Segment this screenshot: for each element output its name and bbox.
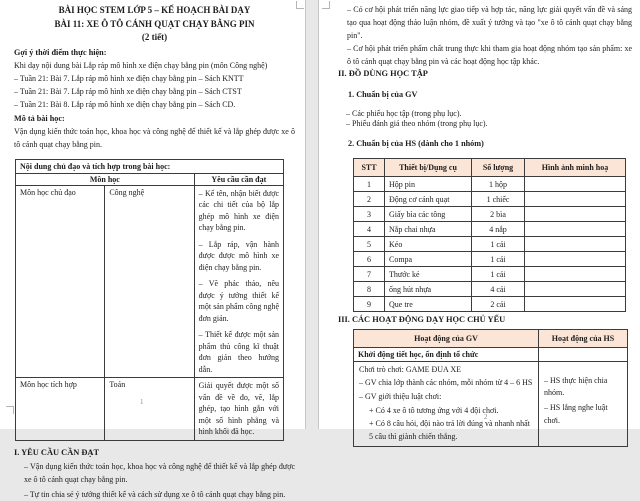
table-row [354,177,626,192]
gv-activity-line: + Có 4 xe ô tô tương ứng với 4 đội chơi. [369,405,499,415]
cell-device: Que tre [385,297,472,312]
cell-requirements [194,378,283,441]
cell-image [525,177,626,192]
doc-title-duration: (2 tiết) [141,32,168,42]
cell-quantity: 2 bìa [472,207,525,222]
cell-image [525,252,626,267]
col-header-stt: STT [354,159,385,177]
cell-quantity: 4 nắp [472,222,525,237]
cell-device: Thước kẻ [385,267,472,282]
gv-prep-item: – Phiếu đánh giá theo nhóm (trong phụ lục). [346,119,488,129]
cell-image [525,267,626,282]
hs-activity-line: – HS thực hiện chia nhóm. [544,375,608,398]
cell-device: Động cơ cánh quạt [385,192,472,207]
cell-quantity: 1 cái [472,237,525,252]
cell-quantity: 1 hộp [472,177,525,192]
body-paragraph: – Có cơ hội phát triển năng lực giao tiếp và hợp tác, năng lực giải quyết vấn đề và sáng tạo qua hoạt động thảo luận nhóm, đề xuất ý tưởng và tạo "xe ô tô cánh quạt chạy bằng pin". [347,5,632,40]
hs-activity-line: – HS lắng nghe luật chơi. [544,402,608,425]
cell-stt: 4 [354,222,385,237]
table-row [354,361,628,447]
table-row [16,378,284,441]
subjects-table [15,159,284,441]
table-row [354,267,626,282]
cell-stt: 7 [354,267,385,282]
table-row [354,297,626,312]
suggest-item: – Tuần 21: Bài 8. Lắp ráp mô hình xe điện chạy bằng pin – Sách CD. [14,99,236,109]
document-page-2 [318,0,640,441]
table-row [354,222,626,237]
table-row [16,185,284,378]
col-header-device: Thiết bị/Dụng cụ [385,159,472,177]
cell-device: Kéo [385,237,472,252]
page-number: 1 [140,398,144,406]
gv-activity-line: + Có 8 câu hỏi, đội nào trả lời đúng và nhanh nhất 5 câu thì giành chiến thắng. [369,419,530,441]
cell-image [525,207,626,222]
cell-gv-activities [354,361,539,447]
hs-prep-heading: 2. Chuẩn bị của HS (dành cho 1 nhóm) [348,139,484,149]
table-row [354,207,626,222]
table-row [354,347,628,361]
table-header-row [354,329,628,347]
gv-prep-item: – Các phiếu học tập (trong phụ lục). [346,108,462,118]
cell-stt: 8 [354,282,385,297]
doc-title-line1: BÀI HỌC STEM LỚP 5 – KẾ HOẠCH BÀI DẠY [58,5,251,15]
table-row [354,237,626,252]
table-row [354,282,626,297]
table-row [354,192,626,207]
requirement-item: – Lắp ráp, vận hành được được mô hình xe điện chạy bằng pin. [198,239,279,272]
describe-text: Vận dụng kiến thức toán học, khoa học và công nghệ để thiết kế và lắp ghép được xe ô tô cánh quạt chạy bằng pin. [14,126,295,149]
body-paragraph: – Cơ hội phát triển phẩm chất trung thực khi tham gia hoạt động nhóm tạo sản phẩm: xe ô tô cánh quạt chạy bằng pin và các hoạt động học tập khác. [347,44,632,66]
col-header-gv-activity: Hoạt động của GV [354,329,539,347]
cell-quantity: 1 chiếc [472,192,525,207]
cell-stt: 2 [354,192,385,207]
cell-role: Môn học tích hợp [16,378,105,441]
cell-empty [539,347,628,361]
requirement-item: Giải quyết được một số vấn đề về đo, vẽ, lắp ghép, tạo hình gắn với một số hình phẳng và hình khối đã học. [198,381,279,436]
cell-quantity: 4 cái [472,282,525,297]
section1-heading: I. YÊU CẦU CẦN ĐẠT [14,447,100,457]
suggest-intro: Khi dạy nội dung bài Lắp ráp mô hình xe điện chạy bằng pin (môn Công nghệ) [14,60,268,70]
gv-prep-heading: 1. Chuẩn bị của GV [348,89,418,99]
text-boundary-mark [322,1,330,9]
col-header-requirement: Yêu cầu cần đạt [194,173,283,185]
cell-device: Nắp chai nhựa [385,222,472,237]
equipment-table [353,158,626,312]
cell-image [525,237,626,252]
cell-subject: Công nghệ [105,185,194,378]
cell-image [525,192,626,207]
cell-activity-phase: Khởi động tiết học, ổn định tổ chức [354,347,539,361]
table-row [16,159,284,173]
cell-device: Hộp pin [385,177,472,192]
page-number: 2 [484,413,488,421]
section1-item: – Tự tin chia sẻ ý tưởng thiết kế và cách sử dụng xe ô tô cánh quạt chạy bằng pin. [24,490,286,499]
requirement-item: – Kể tên, nhận biết được các chi tiết của bộ lắp ghép mô hình xe điện chạy bằng pin. [198,188,279,232]
requirement-item: – Vẽ phác thảo, nêu được ý tưởng thiết kế một sản phẩm công nghệ đơn giản. [198,279,279,323]
cell-quantity: 1 cái [472,267,525,282]
cell-stt: 6 [354,252,385,267]
requirement-item: – Thiết kế được một sản phẩm thủ công kĩ thuật đơn giản theo hướng dẫn. [198,330,279,374]
cell-stt: 3 [354,207,385,222]
cell-stt: 5 [354,237,385,252]
section1-items [14,460,295,501]
describe-heading: Mô tả bài học: [14,113,65,123]
cell-image [525,282,626,297]
table-row [354,252,626,267]
col-header-image: Hình ảnh minh hoạ [525,159,626,177]
text-boundary-mark [296,1,304,9]
cell-image [525,297,626,312]
suggest-item: – Tuần 21: Bài 7. Lắp ráp mô hình xe điện chạy bằng pin – Sách CTST [14,86,242,96]
document-page-1 [0,0,306,499]
activities-table [353,329,628,448]
section3-heading: III. CÁC HOẠT ĐỘNG DẠY HỌC CHỦ YẾU [338,315,506,325]
text-boundary-mark [6,406,14,414]
doc-title-line2: BÀI 11: XE Ô TÔ CÁNH QUẠT CHẠY BẰNG PIN [54,18,255,29]
gv-activity-line: – GV chia lớp thành các nhóm, mỗi nhóm từ 4 – 6 HS [359,378,533,388]
suggest-item: – Tuần 21: Bài 7. Lắp ráp mô hình xe điện chạy bằng pin – Sách KNTT [14,73,244,83]
cell-requirements [194,185,283,378]
cell-device: Giấy bìa các tông [385,207,472,222]
section1-item: – Vận dụng kiến thức toán học, khoa học và công nghệ để thiết kế và lắp ghép được xe ô tô cánh quạt chạy bằng pin. [24,462,295,484]
col-header-subject: Môn học [16,173,195,185]
cell-quantity: 1 cái [472,252,525,267]
subjects-table-caption: Nội dung chủ đạo và tích hợp trong bài học: [16,159,284,173]
col-header-quantity: Số lượng [472,159,525,177]
table-row [16,173,284,185]
cell-stt: 1 [354,177,385,192]
cell-device: Compa [385,252,472,267]
cell-hs-activities [539,361,628,447]
suggest-heading: Gợi ý thời điểm thực hiện: [14,47,107,57]
table-header-row [354,159,626,177]
cell-stt: 9 [354,297,385,312]
col-header-hs-activity: Hoạt động của HS [539,329,628,347]
gv-activity-line: – GV giới thiệu luật chơi: [359,391,442,401]
gv-activity-line: Chơi trò chơi: GAME ĐUA XE [359,364,462,374]
cell-image [525,222,626,237]
cell-quantity: 2 cái [472,297,525,312]
section2-heading: II. ĐỒ DÙNG HỌC TẬP [338,69,428,78]
cell-subject: Toán [105,378,194,441]
cell-role: Môn học chủ đạo [16,185,105,378]
cell-device: ống hút nhựa [385,282,472,297]
